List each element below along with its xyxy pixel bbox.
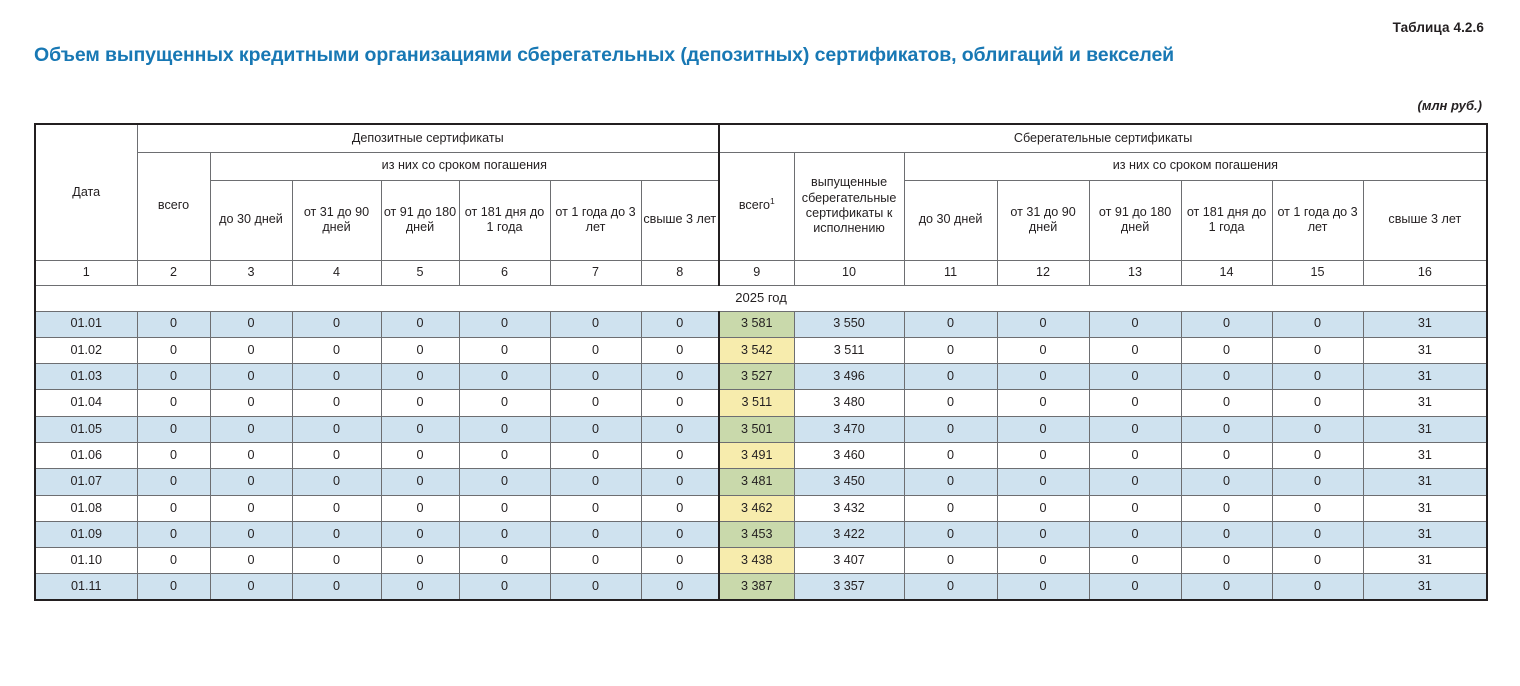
header-savings-maturity-5: свыше 3 лет	[1363, 180, 1487, 260]
cell-col-4: 0	[292, 548, 381, 574]
cell-col-9: 3 438	[719, 548, 794, 574]
cell-col-15: 0	[1272, 337, 1363, 363]
header-deposit-maturity-1: от 31 до 90 дней	[292, 180, 381, 260]
table-header	[35, 124, 1487, 285]
cell-col-13: 0	[1089, 521, 1181, 547]
cell-col-13: 0	[1089, 337, 1181, 363]
cell-col-14: 0	[1181, 521, 1272, 547]
cell-col-6: 0	[459, 311, 550, 337]
cell-col-12: 0	[997, 416, 1089, 442]
cell-date: 01.03	[35, 364, 137, 390]
cell-col-11: 0	[904, 521, 997, 547]
cell-col-8: 0	[641, 416, 719, 442]
cell-col-8: 0	[641, 495, 719, 521]
cell-col-11: 0	[904, 416, 997, 442]
cell-col-2: 0	[137, 495, 210, 521]
cell-col-5: 0	[381, 521, 459, 547]
page-title: Объем выпущенных кредитными организациями сберегательных (депозитных) сертификатов, облигаций и векселей	[34, 44, 1175, 66]
cell-col-2: 0	[137, 521, 210, 547]
cell-col-7: 0	[550, 495, 641, 521]
column-number-2: 2	[137, 260, 210, 285]
header-savings-total-text: всего	[738, 198, 771, 213]
cell-col-9: 3 527	[719, 364, 794, 390]
cell-col-5: 0	[381, 548, 459, 574]
cell-col-5: 0	[381, 416, 459, 442]
cell-col-12: 0	[997, 521, 1089, 547]
cell-col-7: 0	[550, 442, 641, 468]
header-deposit-maturity-0: до 30 дней	[210, 180, 292, 260]
header-deposit-of-which: из них со сроком погашения	[210, 152, 719, 180]
cell-col-5: 0	[381, 574, 459, 600]
cell-col-8: 0	[641, 548, 719, 574]
cell-col-4: 0	[292, 521, 381, 547]
cell-col-4: 0	[292, 574, 381, 600]
cell-col-6: 0	[459, 495, 550, 521]
cell-col-4: 0	[292, 469, 381, 495]
header-row-groups	[35, 124, 1487, 152]
column-number-12: 12	[997, 260, 1089, 285]
column-number-4: 4	[292, 260, 381, 285]
cell-col-10: 3 407	[794, 548, 904, 574]
cell-col-15: 0	[1272, 442, 1363, 468]
cell-col-7: 0	[550, 364, 641, 390]
cell-col-2: 0	[137, 390, 210, 416]
cell-col-14: 0	[1181, 574, 1272, 600]
header-deposit-maturity-3: от 181 дня до 1 года	[459, 180, 550, 260]
cell-col-16: 31	[1363, 521, 1487, 547]
column-number-10: 10	[794, 260, 904, 285]
column-number-6: 6	[459, 260, 550, 285]
header-deposit-maturity-4: от 1 года до 3 лет	[550, 180, 641, 260]
cell-col-16: 31	[1363, 364, 1487, 390]
cell-col-2: 0	[137, 416, 210, 442]
year-section-row	[35, 285, 1487, 311]
cell-col-8: 0	[641, 337, 719, 363]
cell-col-5: 0	[381, 311, 459, 337]
table-row	[35, 574, 1487, 600]
cell-col-13: 0	[1089, 495, 1181, 521]
cell-col-10: 3 511	[794, 337, 904, 363]
cell-col-5: 0	[381, 390, 459, 416]
cell-col-9: 3 501	[719, 416, 794, 442]
cell-col-7: 0	[550, 311, 641, 337]
cell-col-15: 0	[1272, 416, 1363, 442]
column-number-16: 16	[1363, 260, 1487, 285]
column-number-7: 7	[550, 260, 641, 285]
table-row	[35, 390, 1487, 416]
cell-col-6: 0	[459, 521, 550, 547]
table-number: Таблица 4.2.6	[1392, 20, 1484, 35]
cell-col-3: 0	[210, 337, 292, 363]
cell-col-11: 0	[904, 495, 997, 521]
cell-col-9: 3 542	[719, 337, 794, 363]
cell-date: 01.02	[35, 337, 137, 363]
column-number-9: 9	[719, 260, 794, 285]
cell-col-9: 3 453	[719, 521, 794, 547]
cell-col-15: 0	[1272, 548, 1363, 574]
header-savings-maturity-3: от 181 дня до 1 года	[1181, 180, 1272, 260]
cell-col-10: 3 550	[794, 311, 904, 337]
cell-col-10: 3 470	[794, 416, 904, 442]
cell-col-15: 0	[1272, 390, 1363, 416]
cell-col-3: 0	[210, 442, 292, 468]
cell-col-15: 0	[1272, 574, 1363, 600]
cell-col-5: 0	[381, 442, 459, 468]
cell-col-4: 0	[292, 390, 381, 416]
cell-col-15: 0	[1272, 521, 1363, 547]
column-number-11: 11	[904, 260, 997, 285]
cell-col-11: 0	[904, 364, 997, 390]
cell-col-15: 0	[1272, 469, 1363, 495]
cell-col-14: 0	[1181, 311, 1272, 337]
cell-col-15: 0	[1272, 311, 1363, 337]
cell-col-7: 0	[550, 521, 641, 547]
cell-col-9: 3 387	[719, 574, 794, 600]
cell-date: 01.01	[35, 311, 137, 337]
cell-col-12: 0	[997, 469, 1089, 495]
cell-date: 01.11	[35, 574, 137, 600]
header-savings-maturity-0: до 30 дней	[904, 180, 997, 260]
cell-col-10: 3 480	[794, 390, 904, 416]
cell-col-16: 31	[1363, 574, 1487, 600]
table-row	[35, 337, 1487, 363]
cell-col-16: 31	[1363, 311, 1487, 337]
cell-col-12: 0	[997, 311, 1089, 337]
cell-col-12: 0	[997, 364, 1089, 390]
column-number-1: 1	[35, 260, 137, 285]
header-deposit-maturity-2: от 91 до 180 дней	[381, 180, 459, 260]
cell-col-14: 0	[1181, 364, 1272, 390]
header-savings-total	[719, 152, 794, 260]
cell-col-12: 0	[997, 442, 1089, 468]
cell-col-11: 0	[904, 548, 997, 574]
cell-col-12: 0	[997, 337, 1089, 363]
cell-col-15: 0	[1272, 364, 1363, 390]
cell-col-13: 0	[1089, 469, 1181, 495]
cell-col-16: 31	[1363, 390, 1487, 416]
cell-col-14: 0	[1181, 337, 1272, 363]
cell-col-16: 31	[1363, 337, 1487, 363]
cell-col-11: 0	[904, 442, 997, 468]
cell-col-9: 3 511	[719, 390, 794, 416]
column-number-5: 5	[381, 260, 459, 285]
cell-col-6: 0	[459, 469, 550, 495]
table-row	[35, 416, 1487, 442]
header-row-subgroups	[35, 152, 1487, 180]
cell-col-8: 0	[641, 311, 719, 337]
cell-col-16: 31	[1363, 416, 1487, 442]
cell-date: 01.08	[35, 495, 137, 521]
cell-date: 01.04	[35, 390, 137, 416]
year-label: 2025 год	[35, 285, 1487, 311]
cell-col-2: 0	[137, 337, 210, 363]
cell-col-7: 0	[550, 574, 641, 600]
cell-col-7: 0	[550, 416, 641, 442]
table-body	[35, 285, 1487, 600]
cell-col-16: 31	[1363, 469, 1487, 495]
cell-col-10: 3 460	[794, 442, 904, 468]
cell-col-13: 0	[1089, 390, 1181, 416]
table-row	[35, 311, 1487, 337]
cell-date: 01.06	[35, 442, 137, 468]
cell-col-14: 0	[1181, 390, 1272, 416]
cell-col-16: 31	[1363, 495, 1487, 521]
footnote-marker: 1	[770, 196, 775, 207]
cell-col-3: 0	[210, 390, 292, 416]
cell-col-14: 0	[1181, 469, 1272, 495]
cell-col-4: 0	[292, 495, 381, 521]
cell-col-13: 0	[1089, 574, 1181, 600]
table-row	[35, 442, 1487, 468]
cell-col-6: 0	[459, 574, 550, 600]
cell-col-14: 0	[1181, 548, 1272, 574]
cell-col-13: 0	[1089, 311, 1181, 337]
table-row	[35, 469, 1487, 495]
cell-col-11: 0	[904, 337, 997, 363]
units-label: (млн руб.)	[1417, 98, 1482, 113]
cell-col-5: 0	[381, 337, 459, 363]
cell-col-7: 0	[550, 548, 641, 574]
cell-col-7: 0	[550, 337, 641, 363]
cell-col-3: 0	[210, 521, 292, 547]
cell-col-2: 0	[137, 442, 210, 468]
cell-col-14: 0	[1181, 495, 1272, 521]
header-savings-maturity-4: от 1 года до 3 лет	[1272, 180, 1363, 260]
cell-col-15: 0	[1272, 495, 1363, 521]
cell-col-8: 0	[641, 469, 719, 495]
cell-col-2: 0	[137, 574, 210, 600]
cell-col-5: 0	[381, 469, 459, 495]
cell-col-5: 0	[381, 364, 459, 390]
cell-col-3: 0	[210, 548, 292, 574]
cell-col-10: 3 432	[794, 495, 904, 521]
cell-col-4: 0	[292, 364, 381, 390]
cell-col-11: 0	[904, 390, 997, 416]
cell-col-3: 0	[210, 495, 292, 521]
cell-col-9: 3 462	[719, 495, 794, 521]
cell-col-3: 0	[210, 311, 292, 337]
cell-col-11: 0	[904, 311, 997, 337]
header-date: Дата	[35, 124, 137, 260]
cell-col-9: 3 481	[719, 469, 794, 495]
cell-col-12: 0	[997, 390, 1089, 416]
cell-col-16: 31	[1363, 548, 1487, 574]
cell-col-16: 31	[1363, 442, 1487, 468]
cell-date: 01.05	[35, 416, 137, 442]
cell-col-12: 0	[997, 548, 1089, 574]
cell-col-2: 0	[137, 364, 210, 390]
header-savings-maturity-2: от 91 до 180 дней	[1089, 180, 1181, 260]
cell-col-10: 3 422	[794, 521, 904, 547]
cell-col-4: 0	[292, 442, 381, 468]
cell-col-9: 3 581	[719, 311, 794, 337]
cell-col-6: 0	[459, 442, 550, 468]
column-number-8: 8	[641, 260, 719, 285]
column-number-row	[35, 260, 1487, 285]
cell-col-3: 0	[210, 364, 292, 390]
header-savings-of-which: из них со сроком погашения	[904, 152, 1487, 180]
column-number-13: 13	[1089, 260, 1181, 285]
cell-col-10: 3 450	[794, 469, 904, 495]
cell-date: 01.07	[35, 469, 137, 495]
table-row	[35, 548, 1487, 574]
cell-col-8: 0	[641, 574, 719, 600]
cell-date: 01.09	[35, 521, 137, 547]
cell-col-13: 0	[1089, 364, 1181, 390]
cell-col-6: 0	[459, 416, 550, 442]
table-row	[35, 495, 1487, 521]
cell-col-2: 0	[137, 311, 210, 337]
cell-col-6: 0	[459, 364, 550, 390]
cell-col-14: 0	[1181, 442, 1272, 468]
cell-col-5: 0	[381, 495, 459, 521]
table-row	[35, 364, 1487, 390]
header-savings-issued-due: выпущенные сберегательные сертификаты к исполнению	[794, 152, 904, 260]
cell-col-10: 3 357	[794, 574, 904, 600]
table-row	[35, 521, 1487, 547]
cell-col-10: 3 496	[794, 364, 904, 390]
cell-col-13: 0	[1089, 548, 1181, 574]
cell-col-6: 0	[459, 548, 550, 574]
cell-col-2: 0	[137, 469, 210, 495]
cell-col-3: 0	[210, 574, 292, 600]
header-group-savings-certificates: Сберегательные сертификаты	[719, 124, 1487, 152]
cell-date: 01.10	[35, 548, 137, 574]
cell-col-7: 0	[550, 390, 641, 416]
cell-col-13: 0	[1089, 416, 1181, 442]
cell-col-13: 0	[1089, 442, 1181, 468]
cell-col-6: 0	[459, 390, 550, 416]
cell-col-11: 0	[904, 574, 997, 600]
cell-col-8: 0	[641, 442, 719, 468]
cell-col-12: 0	[997, 495, 1089, 521]
column-number-3: 3	[210, 260, 292, 285]
header-deposit-maturity-5: свыше 3 лет	[641, 180, 719, 260]
header-group-deposit-certificates: Депозитные сертификаты	[137, 124, 719, 152]
cell-col-8: 0	[641, 364, 719, 390]
cell-col-2: 0	[137, 548, 210, 574]
header-deposit-total: всего	[137, 152, 210, 260]
cell-col-6: 0	[459, 337, 550, 363]
cell-col-4: 0	[292, 337, 381, 363]
statistics-table	[34, 123, 1488, 601]
cell-col-3: 0	[210, 416, 292, 442]
cell-col-4: 0	[292, 416, 381, 442]
cell-col-12: 0	[997, 574, 1089, 600]
cell-col-8: 0	[641, 390, 719, 416]
cell-col-4: 0	[292, 311, 381, 337]
cell-col-11: 0	[904, 469, 997, 495]
cell-col-14: 0	[1181, 416, 1272, 442]
cell-col-3: 0	[210, 469, 292, 495]
header-savings-maturity-1: от 31 до 90 дней	[997, 180, 1089, 260]
column-number-15: 15	[1272, 260, 1363, 285]
column-number-14: 14	[1181, 260, 1272, 285]
cell-col-9: 3 491	[719, 442, 794, 468]
cell-col-8: 0	[641, 521, 719, 547]
cell-col-7: 0	[550, 469, 641, 495]
